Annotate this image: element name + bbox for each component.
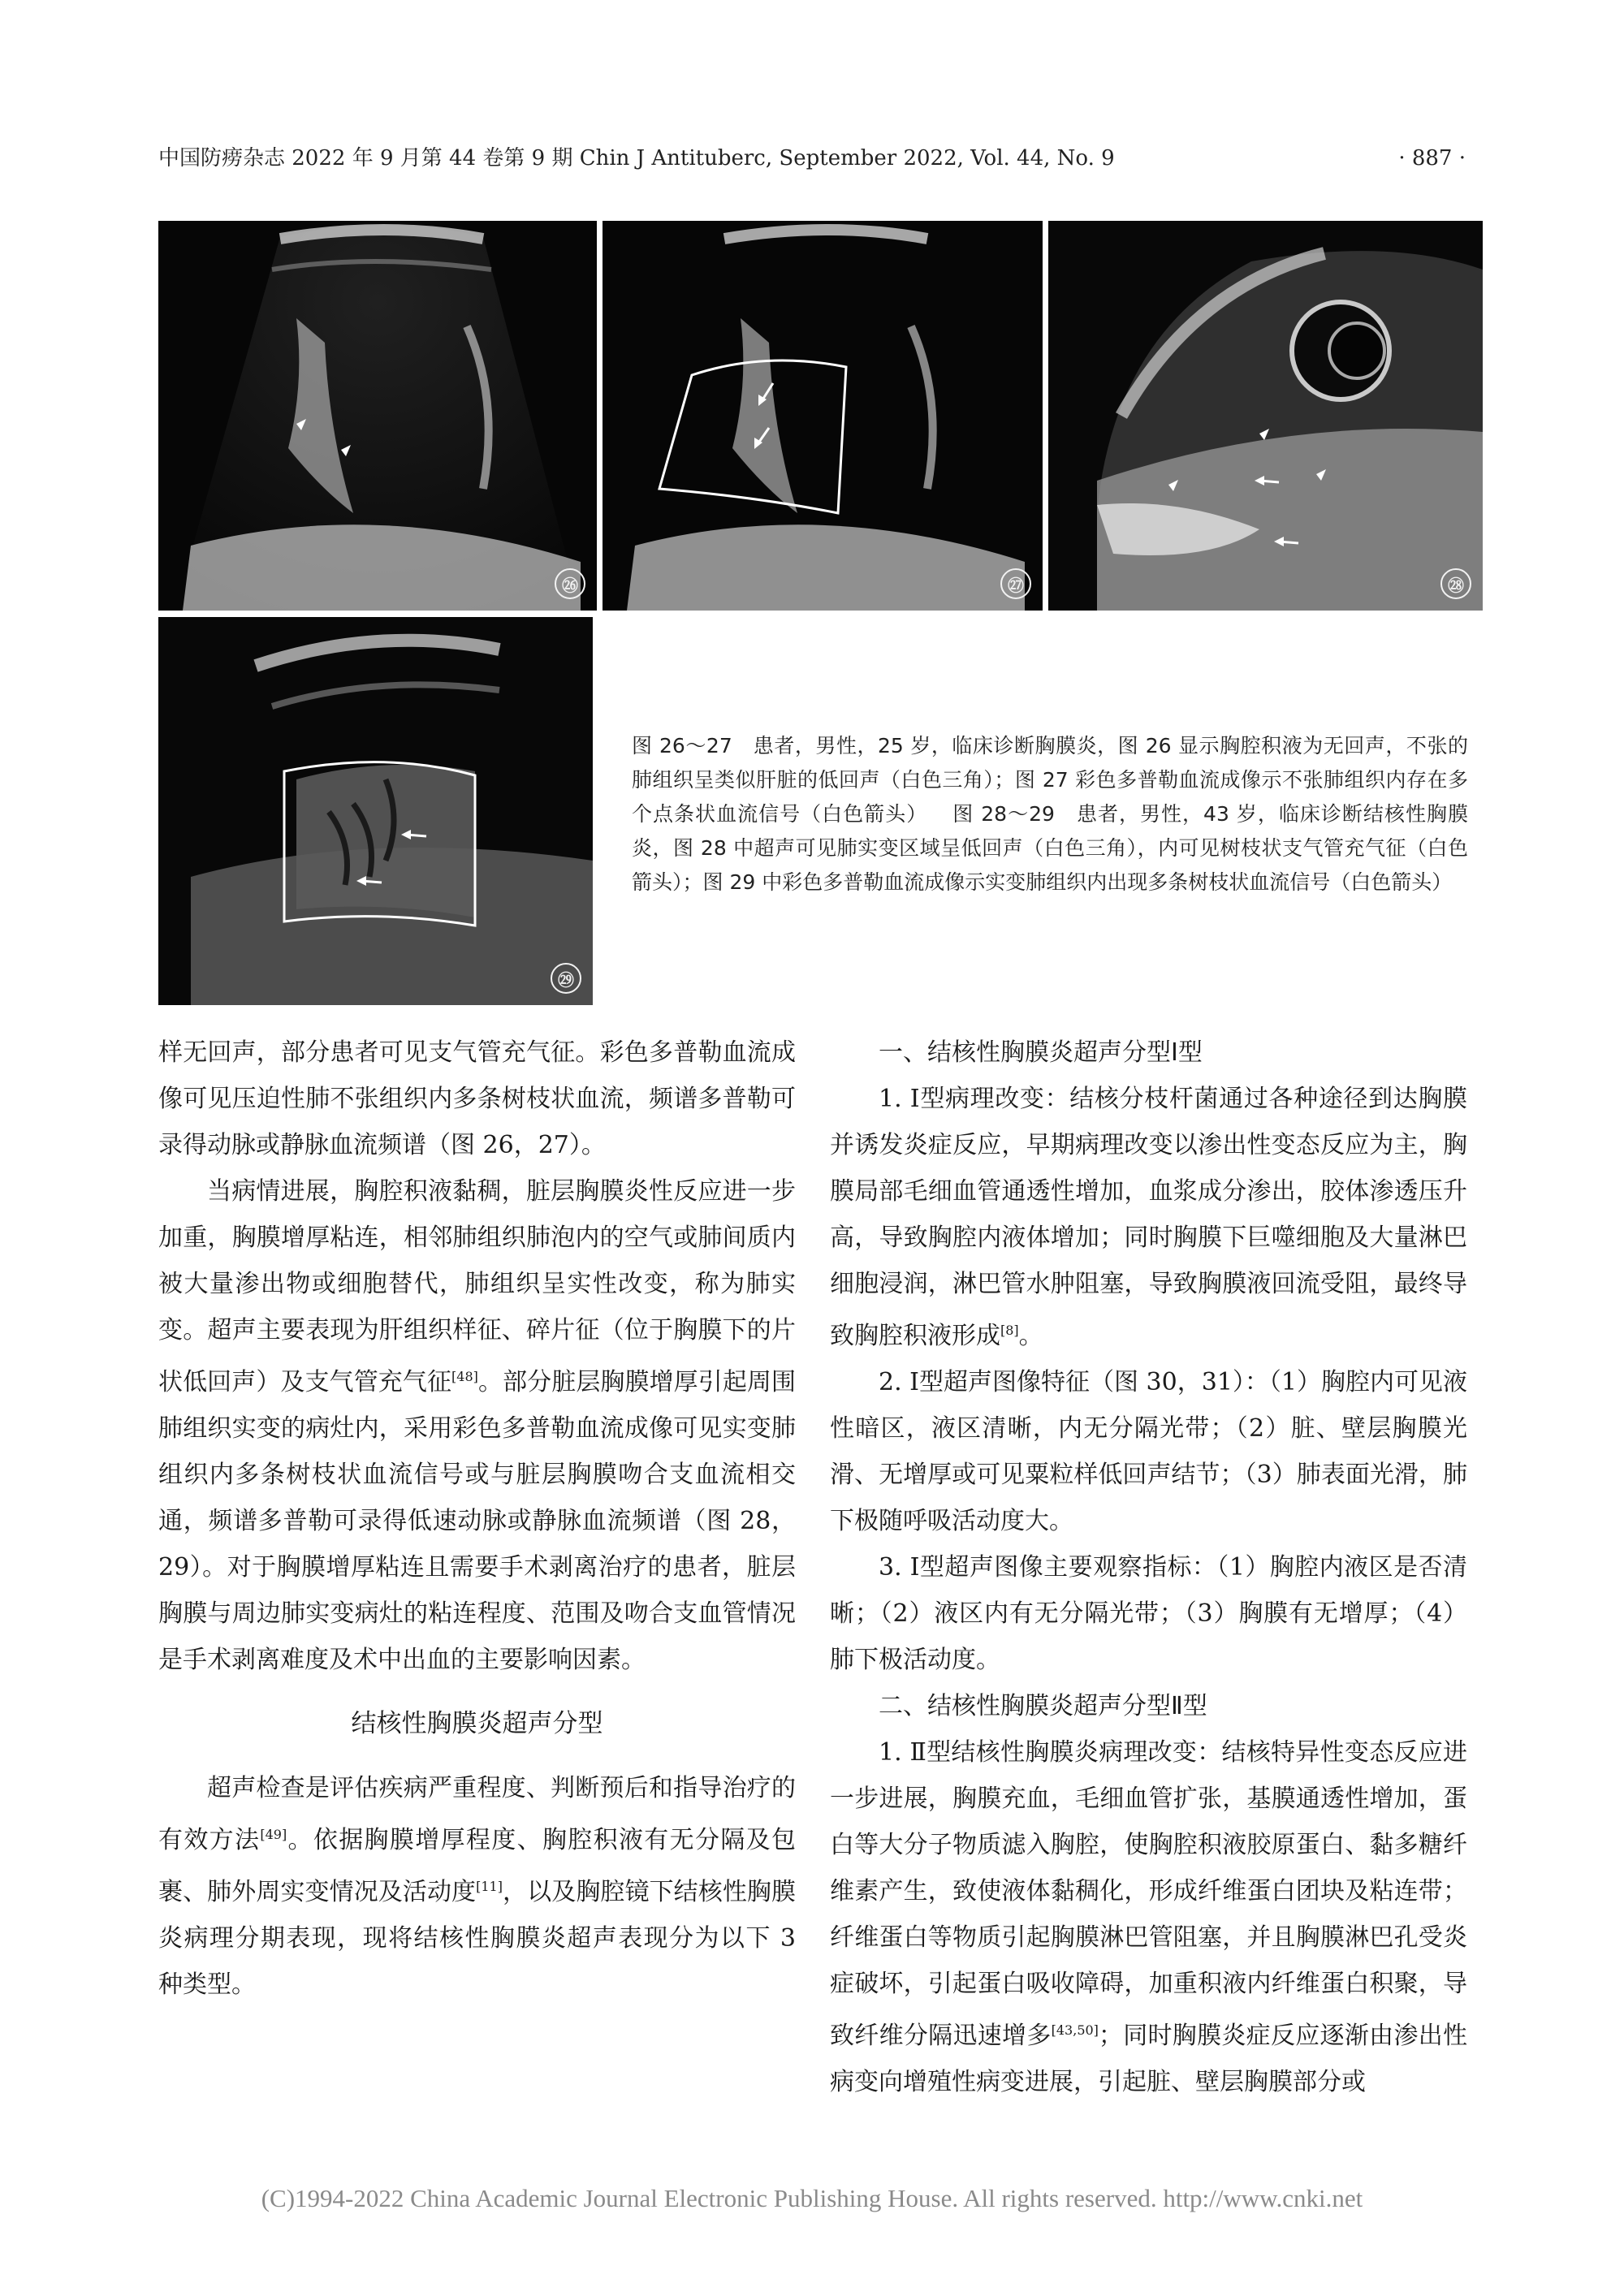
- figure-29-label: ㉙: [551, 963, 581, 994]
- citation: [49]: [260, 1827, 287, 1842]
- paragraph: 3. Ⅰ型超声图像主要观察指标：（1）胸腔内液区是否清晰；（2）液区内有无分隔光带；（3）胸膜有无增厚；（4）肺下极活动度。: [830, 1553, 1467, 1674]
- citation: [43,50]: [1051, 2022, 1099, 2038]
- figure-29-ultrasound: [158, 617, 593, 1005]
- paragraph: 超声检查是评估疾病严重程度、判断预后和指导治疗的有效方法[49]。依据胸膜增厚程度、胸腔积液有无分隔及包裹、肺外周实变情况及活动度[11]，以及胸腔镜下结核性胸膜炎病理分期表现，现将结核性胸膜炎超声表现分为以下 3 种类型。: [158, 1774, 797, 1999]
- paragraph: 2. Ⅰ型超声图像特征（图 30，31）：（1）胸腔内可见液性暗区，液区清晰，内无分隔光带；（2）脏、壁层胸膜光滑、无增厚或可见粟粒样低回声结节；（3）肺表面光滑，肺下极随呼吸活动度大。: [830, 1368, 1467, 1535]
- citation: [48]: [451, 1369, 478, 1384]
- subsection-heading: 二、结核性胸膜炎超声分型Ⅱ型: [879, 1692, 1207, 1720]
- paragraph: 当病情进展，胸腔积液黏稠，脏层胸膜炎性反应进一步加重，胸膜增厚粘连，相邻肺组织肺泡内的空气或肺间质内被大量渗出物或细胞替代，肺组织呈实性改变，称为肺实变。超声主要表现为肝组织样征、碎片征（位于胸膜下的片状低回声）及支气管充气征[48]。部分脏层胸膜增厚引起周围肺组织实变的病灶内，采用彩色多普勒血流成像可见实变肺组织内多条树枝状血流信号或与脏层胸膜吻合支血流相交通，频谱多普勒可录得低速动脉或静脉血流频谱（图 28，29）。对于胸膜增厚粘连且需要手术剥离治疗的患者，脏层胸膜与周边肺实变病灶的粘连程度、范围及吻合支血管情况是手术剥离难度及术中出血的主要影响因素。: [158, 1177, 797, 1674]
- figure-28-ultrasound: [1048, 221, 1483, 611]
- citation: [11]: [476, 1879, 503, 1894]
- left-column: [158, 1029, 796, 2008]
- citation: [8]: [1000, 1323, 1019, 1338]
- figure-28-label: ㉘: [1440, 568, 1471, 599]
- paragraph: 1. Ⅰ型病理改变：结核分枝杆菌通过各种途径到达胸膜并诱发炎症反应，早期病理改变以渗出性变态反应为主，胸膜局部毛细血管通透性增加，血浆成分渗出，胶体渗透压升高，导致胸腔内液体增加；同时胸膜下巨噬细胞及大量淋巴细胞浸润，淋巴管水肿阻塞，导致胸膜液回流受阻，最终导致胸腔积液形成[8]。: [830, 1085, 1467, 1350]
- figure-27-label: ㉗: [1000, 568, 1031, 599]
- right-column: [830, 1029, 1467, 2105]
- figure-caption: [632, 729, 1468, 900]
- journal-citation: 中国防痨杂志 2022 年 9 月第 44 卷第 9 期 Chin J Antituberc, September 2022, Vol. 44, No. 9: [158, 146, 1115, 170]
- paragraph: 1. Ⅱ型结核性胸膜炎病理改变：结核特异性变态反应进一步进展，胸膜充血，毛细血管扩张，基膜通透性增加，蛋白等大分子物质滤入胸腔，使胸腔积液胶原蛋白、黏多糖纤维素产生，致使液体黏稠化，形成纤维蛋白团块及粘连带；纤维蛋白等物质引起胸膜淋巴管阻塞，并且胸膜淋巴孔受炎症破坏，引起蛋白吸收障碍，加重积液内纤维蛋白积聚，导致纤维分隔迅速增多[43,50]；同时胸膜炎症反应逐渐由渗出性病变向增殖性病变进展，引起脏、壁层胸膜部分或: [830, 1738, 1468, 2096]
- section-heading: 结核性胸膜炎超声分型: [351, 1709, 603, 1738]
- subsection-heading: 一、结核性胸膜炎超声分型Ⅰ型: [879, 1038, 1203, 1067]
- figure-27-ultrasound: [603, 221, 1043, 611]
- figure-26-label: ㉖: [555, 568, 585, 599]
- figure-26-ultrasound: [158, 221, 597, 611]
- caption-fig28-29: 图 28～29 患者，男性，43 岁，临床诊断结核性胸膜炎，图 28 中超声可见肺实变区域呈低回声（白色三角），内可见树枝状支气管充气征（白色箭头）；图 29 中彩色多普勒血流成像示实变肺组织内出现多条树枝状血流信号（白色箭头）: [632, 802, 1468, 894]
- copyright-footer: (C)1994-2022 China Academic Journal Electronic Publishing House. All rights reserved. http://www.cnki.net: [261, 2184, 1363, 2212]
- page-number: · 887 ·: [1398, 146, 1466, 170]
- paragraph: 样无回声，部分患者可见支气管充气征。彩色多普勒血流成像可见压迫性肺不张组织内多条树枝状血流，频谱多普勒可录得动脉或静脉血流频谱（图 26，27）。: [158, 1038, 796, 1159]
- caption-fig26-27: 图 26～27 患者，男性，25 岁，临床诊断胸膜炎，图 26 显示胸腔积液为无回声，不张的肺组织呈类似肝脏的低回声（白色三角）；图 27 彩色多普勒血流成像示不张肺组织内存在多个点条状血流信号（白色箭头）: [632, 734, 1468, 826]
